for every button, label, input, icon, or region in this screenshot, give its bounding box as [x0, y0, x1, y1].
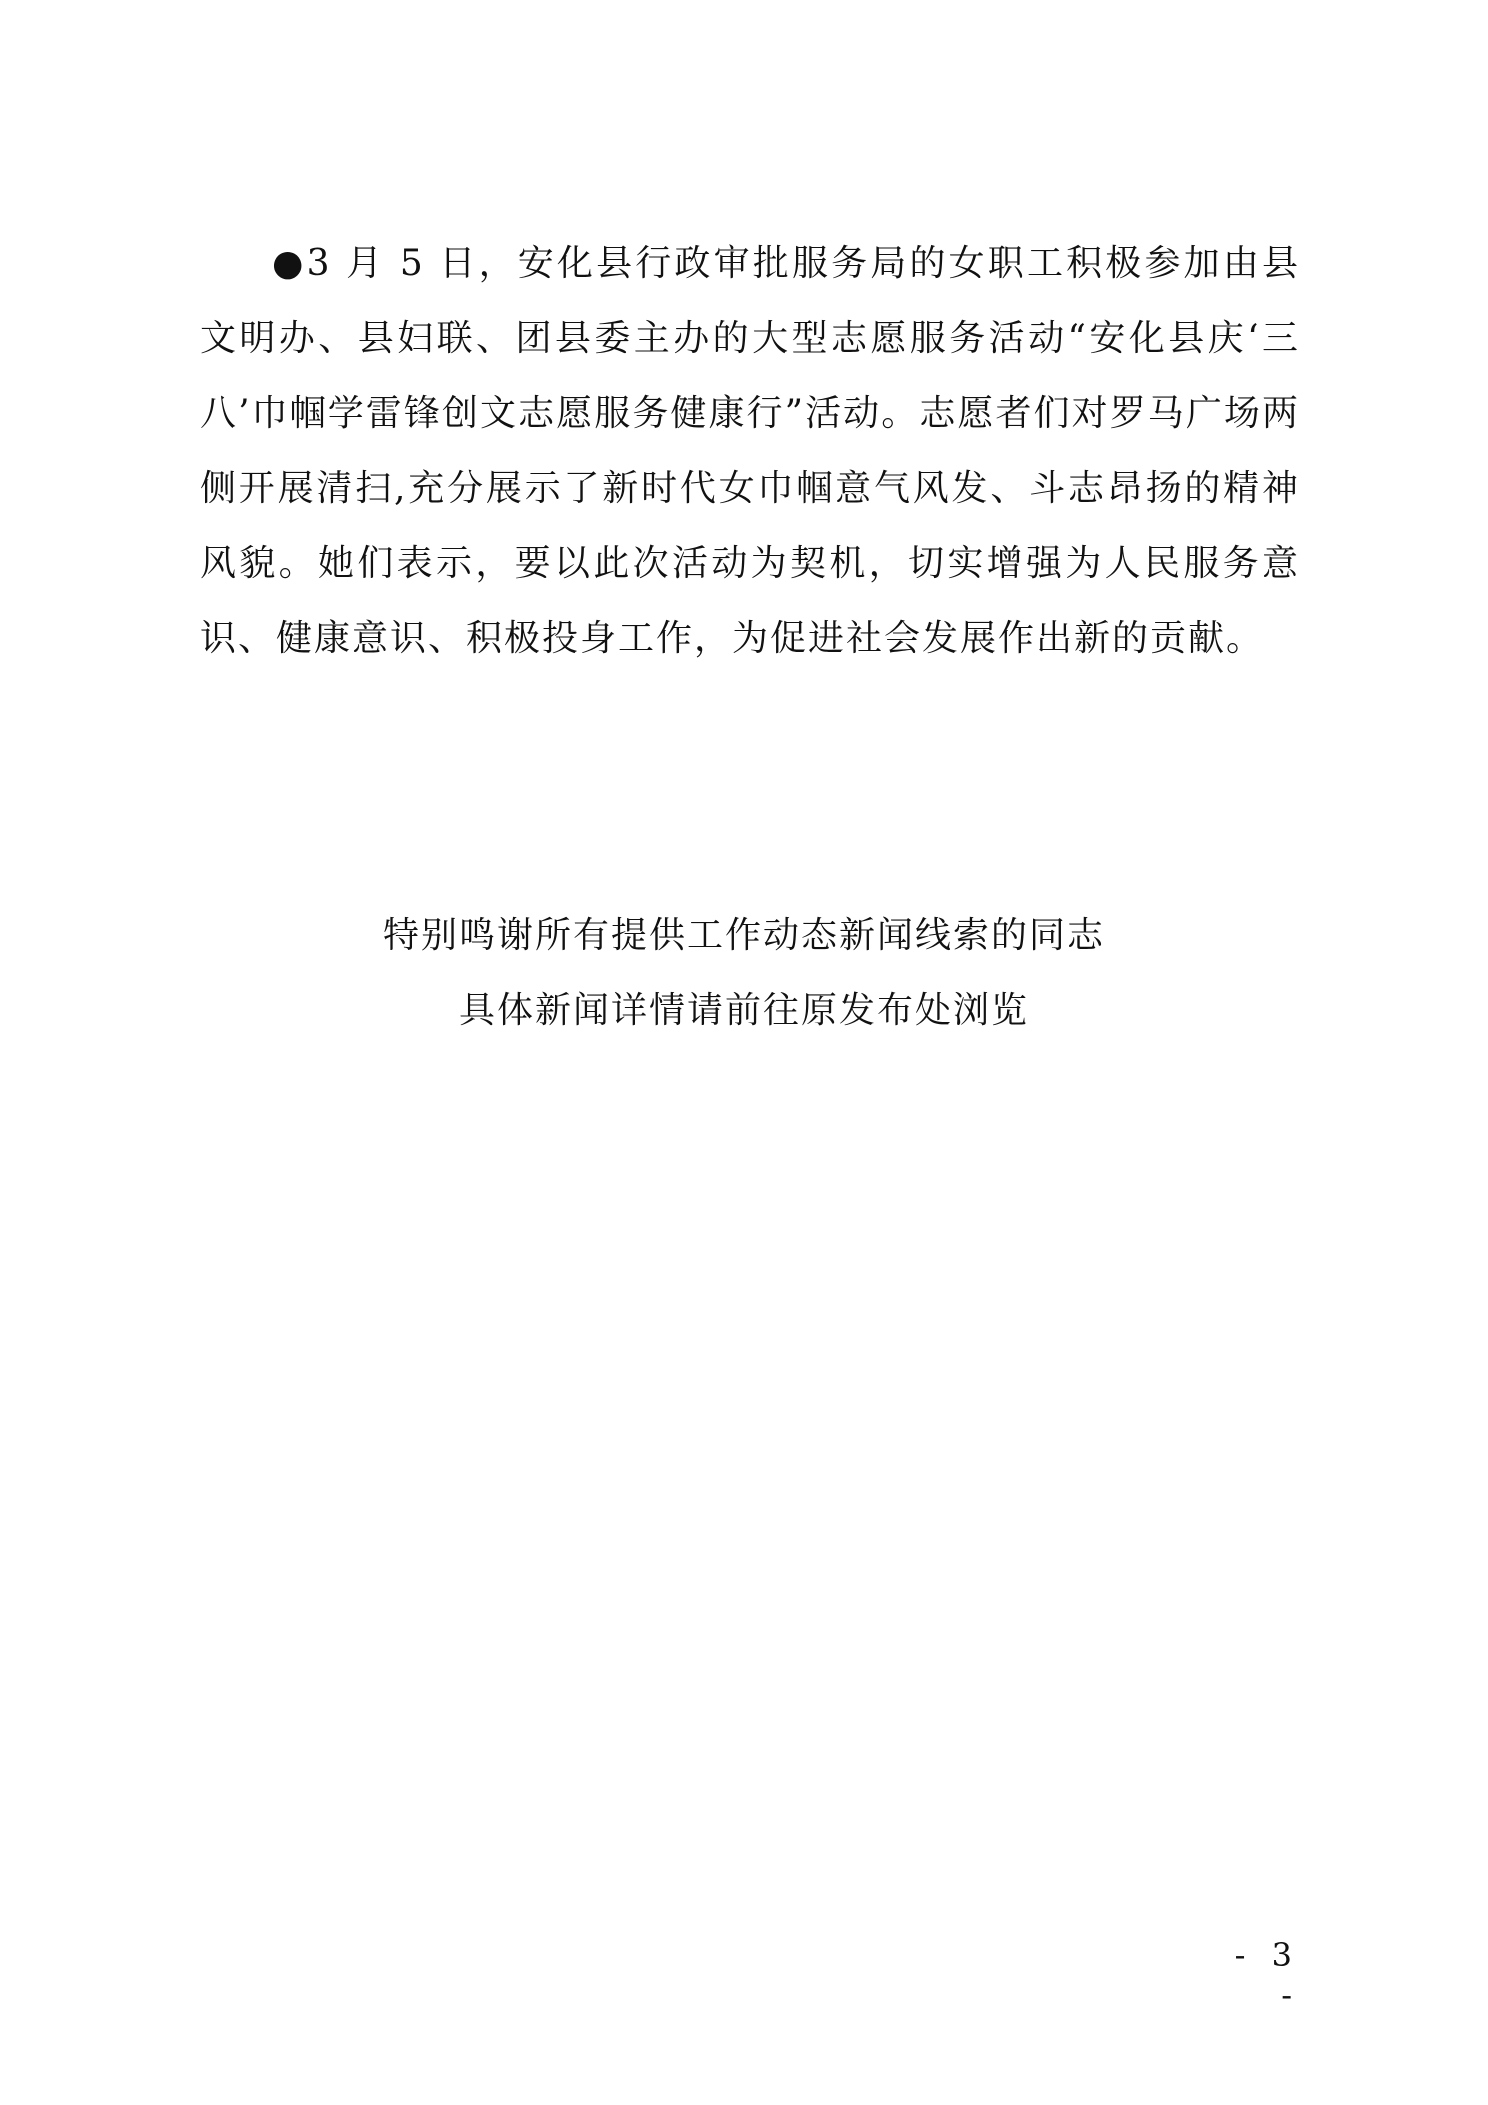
news-paragraph: ●3 月 5 日，安化县行政审批服务局的女职工积极参加由县文明办、县妇联、团县委主办的大型志愿服务活动“安化县庆‘三八’巾帼学雷锋创文志愿服务健康行”活动。志愿者们对罗马广场两侧开展清扫,充分展示了新时代女巾帼意气风发、斗志昂扬的精神风貌。她们表示，要以此次活动为契机，切实增强为人民服务意识、健康意识、积极投身工作，为促进社会发展作出新的贡献。	[200, 243, 1300, 659]
acknowledgement-line: 特别鸣谢所有提供工作动态新闻线索的同志	[382, 915, 1105, 956]
source-note-line: 具体新闻详情请前往原发布处浏览	[458, 990, 1029, 1031]
page-number: - 3 -	[1234, 1936, 1300, 2014]
